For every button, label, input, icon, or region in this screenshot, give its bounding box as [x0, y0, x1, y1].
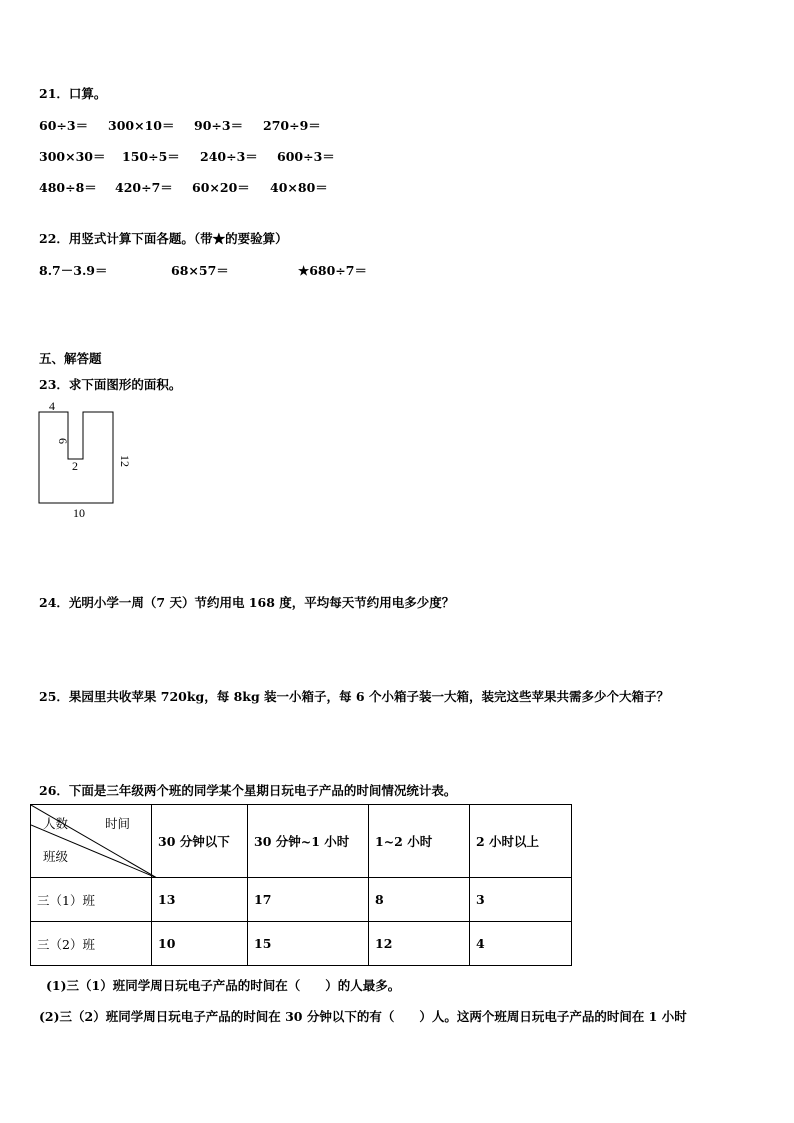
col-header-2: 30 分钟~1 小时 — [248, 805, 369, 878]
q21-r3-c3: 60×20＝ — [192, 180, 250, 195]
col-header-1: 30 分钟以下 — [152, 805, 248, 878]
row2-val-4: 4 — [470, 922, 572, 966]
q21-r2-c2: 150÷5＝ — [122, 149, 180, 164]
label-notch-depth: 6 — [56, 438, 70, 444]
q22-item-2: 68×57＝ — [171, 263, 229, 278]
table-row — [31, 878, 572, 922]
q26-sub1: (1)三（1）班同学周日玩电子产品的时间在（ ）的人最多。 — [46, 978, 401, 993]
q24-text: 24．光明小学一周（7 天）节约用电 168 度，平均每天节约用电多少度？ — [39, 595, 455, 610]
q21-r1-c3: 90÷3＝ — [194, 118, 244, 133]
corner-time: 时间 — [105, 816, 131, 831]
stats-table — [30, 804, 572, 966]
row2-val-1: 10 — [152, 922, 248, 966]
q23-figure — [30, 398, 150, 523]
q26-title: 26．下面是三年级两个班的同学某个星期日玩电子产品的时间情况统计表。 — [39, 783, 457, 798]
label-notch-width: 2 — [72, 459, 78, 473]
q22-item-3: ★680÷7＝ — [298, 263, 367, 278]
col-header-4: 2 小时以上 — [470, 805, 572, 878]
q21-r1-c1: 60÷3＝ — [39, 118, 89, 133]
section-title: 五、解答题 — [39, 351, 102, 366]
label-width: 10 — [73, 506, 85, 520]
label-top: 4 — [49, 399, 55, 413]
table-row — [31, 922, 572, 966]
row2-val-3: 12 — [369, 922, 470, 966]
q21-r3-c2: 420÷7＝ — [115, 180, 173, 195]
q21-r3-c4: 40×80＝ — [270, 180, 328, 195]
row1-val-1: 13 — [152, 878, 248, 922]
q21-r2-c4: 600÷3＝ — [277, 149, 335, 164]
row1-val-3: 8 — [369, 878, 470, 922]
table-header-row — [31, 805, 572, 878]
q26-sub2: (2)三（2）班同学周日玩电子产品的时间在 30 分钟以下的有（ ）人。这两个班周日玩电子产品的时间在 1 小时 — [39, 1009, 687, 1024]
corner-class: 班级 — [43, 849, 69, 864]
q22-item-1: 8.7－3.9＝ — [39, 263, 108, 278]
q21-r1-c4: 270÷9＝ — [263, 118, 321, 133]
q23-title: 23．求下面图形的面积。 — [39, 377, 182, 392]
q21-r1-c2: 300×10＝ — [108, 118, 175, 133]
row2-val-2: 15 — [248, 922, 369, 966]
q21-r2-c1: 300×30＝ — [39, 149, 106, 164]
q21-title: 21．口算。 — [39, 86, 107, 101]
q22-title: 22．用竖式计算下面各题。（带★的要验算） — [39, 231, 288, 246]
q21-r3-c1: 480÷8＝ — [39, 180, 97, 195]
u-shape-polygon — [39, 412, 113, 503]
label-height: 12 — [118, 455, 132, 467]
row1-class: 三（1）班 — [31, 878, 152, 922]
header-corner-cell — [31, 805, 152, 878]
row2-class: 三（2）班 — [31, 922, 152, 966]
q25-text: 25．果园里共收苹果 720kg，每 8kg 装一小箱子，每 6 个小箱子装一大箱，装完这些苹果共需多少个大箱子？ — [39, 689, 669, 704]
col-header-3: 1~2 小时 — [369, 805, 470, 878]
q21-r2-c3: 240÷3＝ — [200, 149, 258, 164]
row1-val-2: 17 — [248, 878, 369, 922]
row1-val-4: 3 — [470, 878, 572, 922]
corner-people: 人数 — [43, 816, 69, 831]
